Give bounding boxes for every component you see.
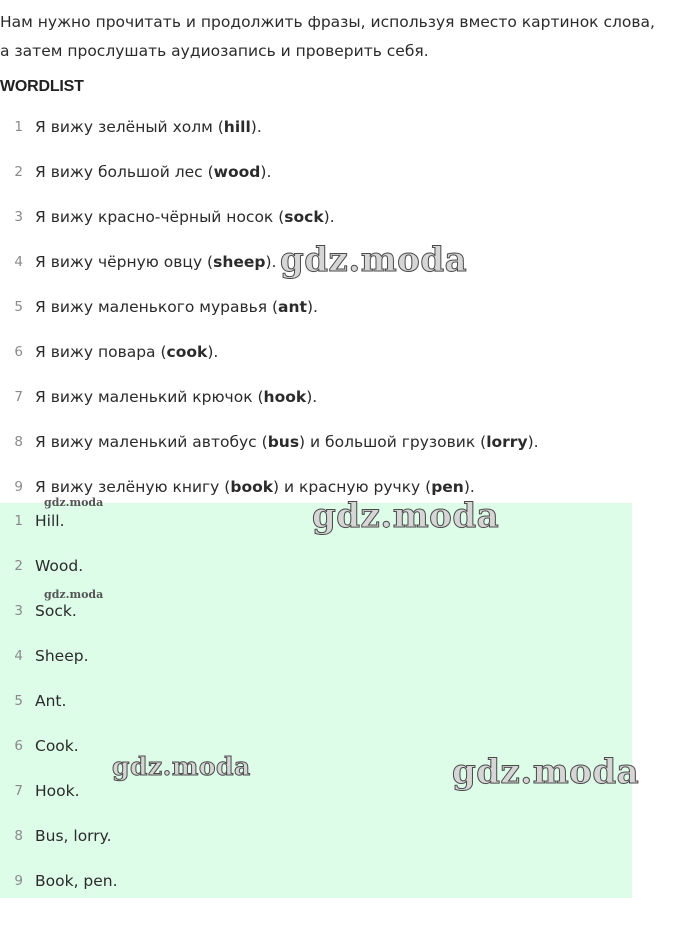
item-number: 2: [14, 557, 23, 574]
sentence-item: [0, 284, 632, 329]
answer-word: bus: [267, 432, 300, 451]
sentence-text: Я вижу чёрную овцу (sheep).: [35, 252, 277, 271]
instructions: [0, 8, 680, 66]
answer-text: Bus, lorry.: [35, 826, 112, 845]
sentence-text: Я вижу повара (cook).: [35, 342, 219, 361]
sentence-item: [0, 104, 632, 149]
item-number: 8: [14, 433, 23, 450]
answer-word: book: [230, 477, 274, 496]
item-number: 5: [14, 298, 23, 315]
answer-text: Cook.: [35, 736, 79, 755]
answer-word: hook: [263, 387, 307, 406]
item-number: 6: [14, 737, 23, 754]
item-number: 7: [14, 782, 23, 799]
item-number: 8: [14, 827, 23, 844]
item-number: 4: [14, 647, 23, 664]
answer-word: lorry: [486, 432, 528, 451]
answer-item: [0, 813, 632, 858]
watermark-logo: gdz.moda: [280, 240, 468, 280]
answer-word: hill: [223, 117, 251, 136]
sentence-item: [0, 149, 632, 194]
answer-item: [0, 543, 632, 588]
sentence-text: Я вижу большой лес (wood).: [35, 162, 272, 181]
sentence-text: Я вижу маленького муравья (ant).: [35, 297, 318, 316]
sentence-item: [0, 194, 632, 239]
sentence-item: [0, 374, 632, 419]
watermark-logo: gdz.moda: [44, 588, 104, 601]
answer-word: sock: [284, 207, 324, 226]
answer-item: [0, 678, 632, 723]
answer-text: Book, pen.: [35, 871, 118, 890]
answer-text: Ant.: [35, 691, 67, 710]
answer-item: [0, 633, 632, 678]
watermark-logo: gdz.moda: [112, 752, 251, 781]
watermark-logo: gdz.moda: [44, 496, 104, 509]
answer-text: Hook.: [35, 781, 80, 800]
sentence-text: Я вижу зелёную книгу (book) и красную ручку (pen).: [35, 477, 475, 496]
answer-word: wood: [213, 162, 261, 181]
sentence-text: Я вижу маленький крючок (hook).: [35, 387, 318, 406]
answer-text: Hill.: [35, 511, 65, 530]
item-number: 7: [14, 388, 23, 405]
item-number: 5: [14, 692, 23, 709]
item-number: 2: [14, 163, 23, 180]
watermark-logo: gdz.moda: [452, 752, 640, 792]
answer-item: [0, 858, 632, 903]
item-number: 9: [14, 872, 23, 889]
sentence-item: [0, 419, 632, 464]
item-number: 6: [14, 343, 23, 360]
item-number: 3: [14, 602, 23, 619]
sentence-text: Я вижу маленький автобус (bus) и большой грузовик (lorry).: [35, 432, 539, 451]
answer-text: Wood.: [35, 556, 84, 575]
instructions-line-1: Нам нужно прочитать и продолжить фразы, используя вместо картинок слова,: [0, 13, 655, 31]
item-number: 9: [14, 478, 23, 495]
sentence-item: [0, 329, 632, 374]
answer-word: ant: [278, 297, 307, 316]
item-number: 1: [14, 118, 23, 135]
answer-word: pen: [431, 477, 464, 496]
section-heading: WORDLIST: [0, 78, 84, 95]
watermark-logo: gdz.moda: [312, 496, 500, 536]
answer-word: cook: [166, 342, 208, 361]
answer-word: sheep: [213, 252, 266, 271]
item-number: 3: [14, 208, 23, 225]
item-number: 4: [14, 253, 23, 270]
sentence-text: Я вижу зелёный холм (hill).: [35, 117, 262, 136]
sentence-text: Я вижу красно-чёрный носок (sock).: [35, 207, 335, 226]
item-number: 1: [14, 512, 23, 529]
answer-text: Sheep.: [35, 646, 89, 665]
answer-text: Sock.: [35, 601, 77, 620]
instructions-line-2: а затем прослушать аудиозапись и проверить себя.: [0, 42, 429, 60]
